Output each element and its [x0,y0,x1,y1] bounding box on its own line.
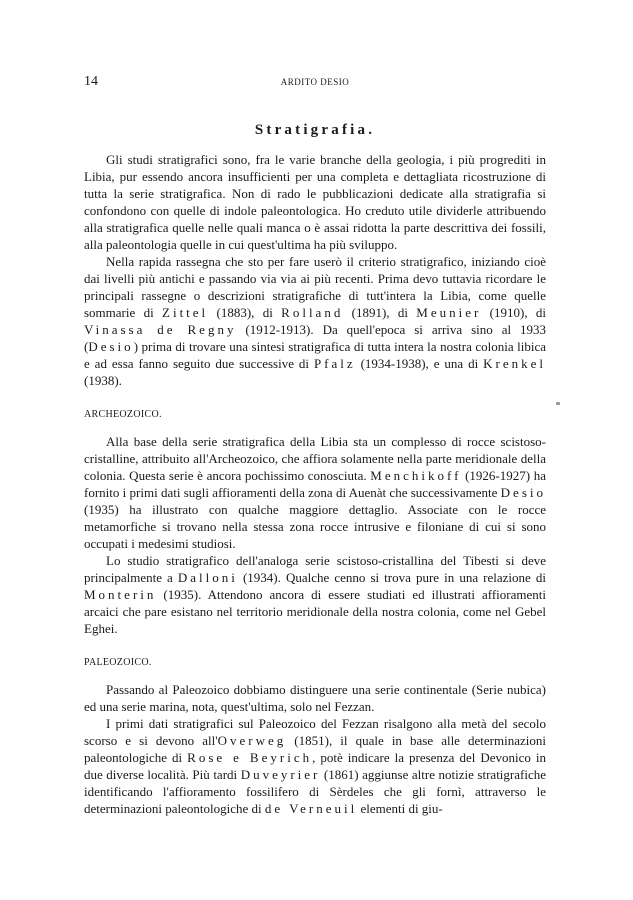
paragraph-text: (1883), di [208,305,282,320]
subsection-heading-archeozoico: ARCHEOZOICO. [84,409,162,420]
section-title: Stratigrafia. [254,122,376,138]
paragraph [84,681,546,715]
author-name: Zittel [162,305,209,320]
paragraph [84,433,546,552]
paragraph-text: elementi di giu- [357,801,443,816]
author-name: Menchikoff [370,468,462,483]
author-name: Duveyrier [240,767,321,782]
author-name: de Verneuil [264,801,358,816]
author-name: Rose e Beyrich [187,750,313,765]
author-name: Desio [500,485,546,500]
paragraph-text: (1912-1913). Da quell'epoca si arriva sino al 1933 ( [84,322,547,354]
paragraph-text: (1934). Qualche cenno si trova pure in una relazione di [237,570,546,585]
paragraph-text: Nella rapida rassegna che sto per fare userò il criterio stratigrafico, iniziando cioè dai livelli più antichi e passando via via ai più recenti. Prima devo tuttavia ricordare le principali rassegne o descrizioni stratigrafiche di tutt'intera la Libia, come quelle sommarie di [84,254,546,320]
paragraph-text: Alla base della serie stratigrafica della Libia sta un complesso di rocce scistoso-cristalline, attribuito all'Archeozoico, che affiora solamente nella parte meridionale della colonia. Questa serie è ancora pochissimo conosciuta. [84,434,546,483]
author-name: Dalloni [177,570,238,585]
author-name: Overweg [217,733,287,748]
author-name: Pfalz [313,356,356,371]
paragraph-text: (1851), il quale in base alle determinazioni paleontologiche di [84,733,546,765]
paragraph [84,151,546,253]
running-head [84,74,546,94]
paragraph-text: (1938). [84,373,122,388]
paragraph-text: (1935). Attendono ancora di essere studiati ed illustrati affioramenti arcaici che pare esistano nel territorio meridionale della nostra colonia, come nel Gebel Eghei. [84,587,546,636]
paragraph-text: Lo studio stratigrafico dell'analoga serie scistoso-cristallina del Tibesti si deve principalmente a [84,553,546,585]
running-title: ARDITO DESIO [280,77,350,87]
paragraph-text: Gli studi stratigrafici sono, fra le varie branche della geologia, i più progrediti in Libia, pur essendo ancora insufficienti per una completa e dettagliata ricostruzione di tutta la serie stratigrafica. Non di rado le pubblicazioni dedicate alla stratigrafia si confondono con quelle di indole paleontologica. Ho creduto utile dividerle attribuendo alla stratigrafica quelle nelle quali manca o è assai ridotta la parte descrittiva dei fossili, alla paleontologia quelle in cui quest'ultima ha più sviluppo. [84,152,546,252]
paragraph [84,253,546,389]
author-name: Monterin [84,587,157,602]
subsection-heading-paleozoico: PALEOZOICO. [84,657,152,668]
page [84,74,546,817]
paragraph-text: I primi dati stratigrafici sul Paleozoico del Fezzan risalgono alla metà del secolo scorso e si devono all' [84,716,546,748]
paragraph-text: (1934-1938), e una di [355,356,484,371]
paragraph-text: (1926-1927) ha fornito i primi dati sugli affioramenti della zona di Auenàt che successivamente [84,468,546,500]
margin-speck [556,402,560,405]
author-name: Desio [88,339,134,354]
paragraph-text: ) prima di trovare una sintesi stratigrafica di tutta intera la nostra colonia libica e ad essa fanno seguito due successive di [84,339,546,371]
author-name: Meunier [416,305,482,320]
page-number: 14 [84,74,98,89]
paragraph [84,552,546,637]
author-name: Rolland [281,305,344,320]
paragraph-text: , potè indicare la presenza del Devonico in due diverse località. Più tardi [84,750,547,782]
author-name: Vinassa de Regny [84,322,237,337]
paragraph-text: Passando al Paleozoico dobbiamo distinguere una serie continentale (Serie nubica) ed una serie marina, nota, quest'ultima, solo nel Fezzan. [84,682,546,714]
paragraph-text: (1910), di [481,305,546,320]
paragraph-text: (1935) ha illustrato con qualche maggiore dettaglio. Associate con le rocce metamorfiche si trovano nella stessa zona rocce intrusive e filoniane di cui si sono occupati i medesimi studiosi. [84,502,546,551]
author-name: Krenkel [483,356,546,371]
paragraph [84,715,546,817]
paragraph-text: (1861) aggiunse altre notizie stratigrafiche identificando l'affioramento fossilifero di Sèrdeles che gli fornì, attraverso le determinazioni paleontologiche di [84,767,546,816]
paragraph-text: (1891), di [343,305,417,320]
